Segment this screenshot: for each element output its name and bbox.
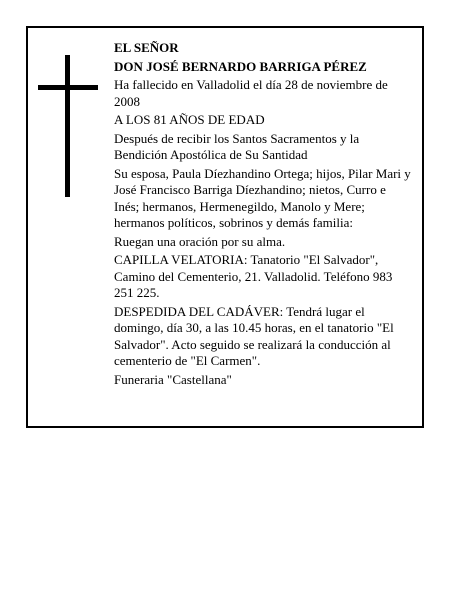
obituary-notice [26,26,424,428]
funeral-home: Funeraria "Castellana" [114,371,232,387]
farewell-info: DESPEDIDA DEL CADÁVER: Tendrá lugar el domingo, día 30, a las 10.45 horas, en el tanatorio "El Salvador". Acto seguido se realizará la conducción al cementerio de "El Carmen". [114,303,394,368]
cross-icon [38,55,98,197]
deceased-name: DON JOSÉ BERNARDO BARRIGA PÉREZ [114,58,367,74]
family-list: Su esposa, Paula Díezhandino Ortega; hijos, Pilar Mari y José Francisco Barriga Díezhandino; nietos, Curro e Inés; hermanos, Hermenegildo, Manolo y Mere; hermanos políticos, sobrinos y demás familia: [114,165,411,230]
sacraments-line: Después de recibir los Santos Sacramentos y la Bendición Apostólica de Su Santidad [114,130,360,162]
death-info: Ha fallecido en Valladolid el día 28 de noviembre de 2008 [114,77,388,109]
age-line: A LOS 81 AÑOS DE EDAD [114,112,265,127]
prayer-request: Ruegan una oración por su alma. [114,233,286,249]
chapel-info: CAPILLA VELATORIA: Tanatorio "El Salvador", Camino del Cementerio, 21. Valladolid. Teléfono 983 251 225. [114,252,393,300]
notice-heading: EL SEÑOR [114,40,179,55]
cross-vertical-bar [65,55,70,197]
notice-text [114,40,414,390]
cross-horizontal-bar [38,85,98,90]
